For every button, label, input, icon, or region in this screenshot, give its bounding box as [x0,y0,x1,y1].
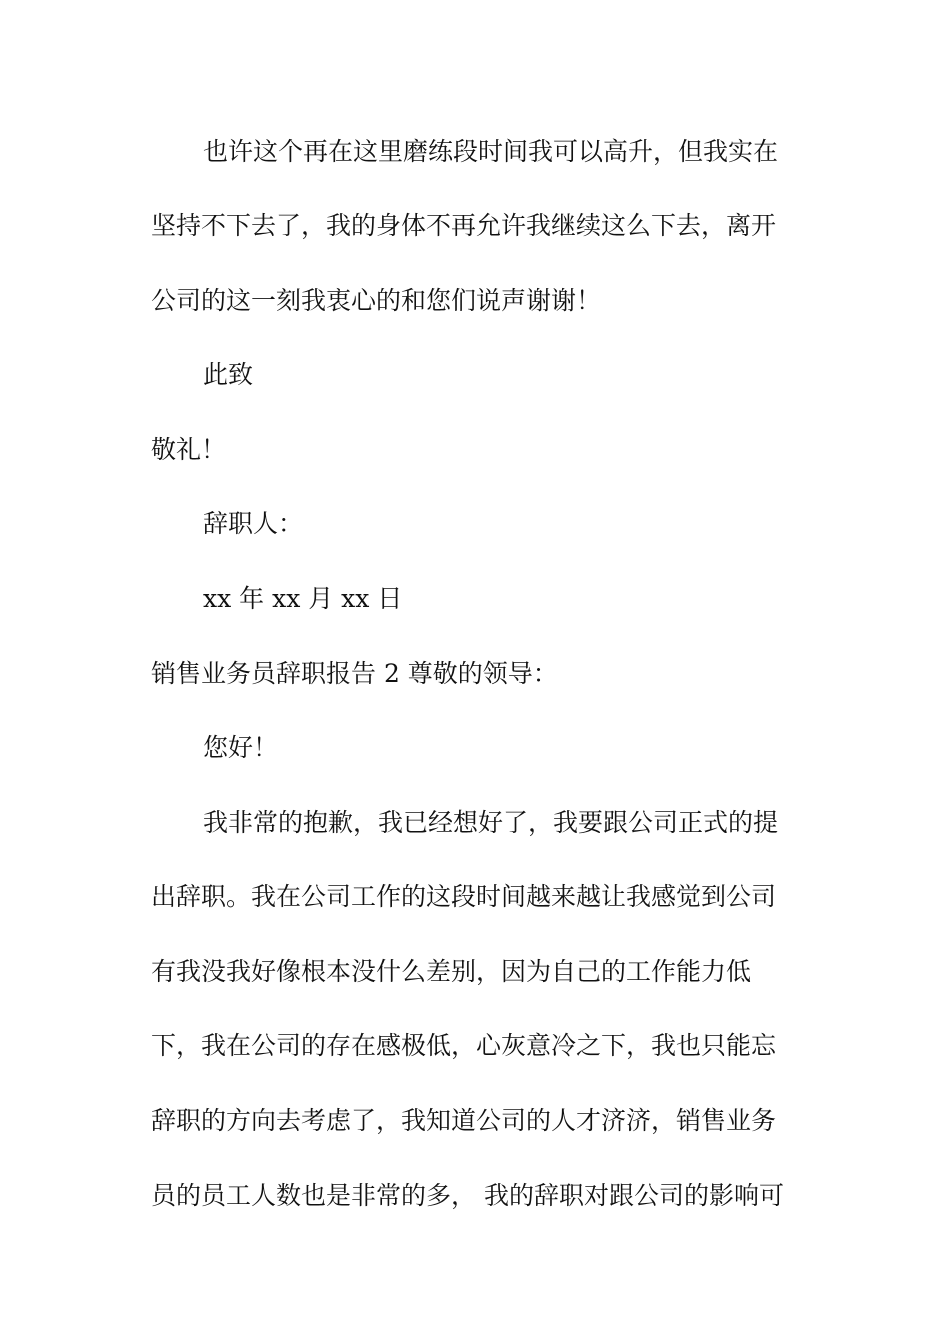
paragraph-line: 员的员工人数也是非常的多， 我的辞职对跟公司的影响可 [151,1181,784,1210]
paragraph-line: 出辞职。我在公司工作的这段时间越来越让我感觉到公司 [151,882,777,911]
closing-phrase: 此致 [203,360,254,389]
greeting: 您好！ [203,733,279,762]
paragraph-line: 有我没我好像根本没什么差别，因为自己的工作能力低 [151,957,752,986]
paragraph-line: 坚持不下去了，我的身体不再允许我继续这么下去，离开 [151,211,777,240]
paragraph-line: 辞职的方向去考虑了，我知道公司的人才济济，销售业务 [151,1106,777,1135]
date-line: xx 年 xx 月 xx 日 [203,584,403,613]
salutation-closing: 敬礼！ [151,435,227,464]
paragraph-line: 也许这个再在这里磨练段时间我可以高升，但我实在 [203,137,779,166]
paragraph-line: 公司的这一刻我衷心的和您们说声谢谢！ [151,286,602,315]
paragraph-line: 下，我在公司的存在感极低，心灰意冷之下，我也只能忘 [151,1031,777,1060]
signature-label: 辞职人： [203,509,304,538]
section-heading: 销售业务员辞职报告 2 尊敬的领导： [151,659,558,688]
paragraph-line: 我非常的抱歉，我已经想好了，我要跟公司正式的提 [203,808,779,837]
